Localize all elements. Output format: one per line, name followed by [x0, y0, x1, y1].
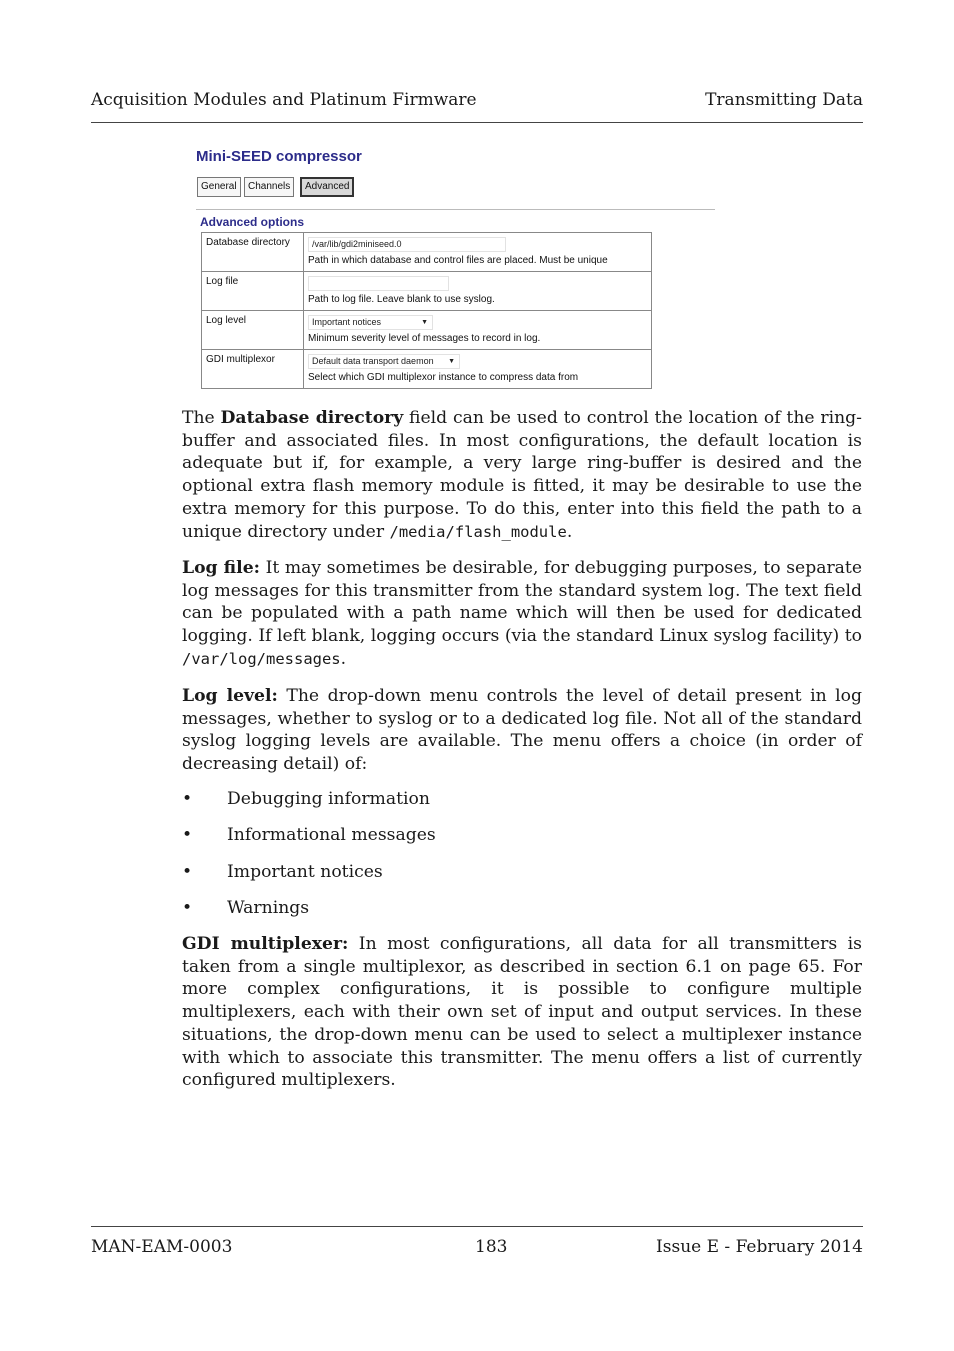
option-label: Database directory — [202, 233, 304, 271]
term-database-directory: Database directory — [220, 408, 404, 428]
section-title: Advanced options — [200, 215, 305, 229]
option-label: GDI multiplexor — [202, 350, 304, 389]
issue-date: Issue E - February 2014 — [656, 1237, 863, 1257]
term-gdi-multiplexer: GDI multiplexer: — [182, 934, 349, 954]
paragraph-database-directory — [182, 407, 862, 543]
list-item — [182, 861, 862, 897]
tab-channels[interactable]: Channels — [244, 177, 294, 197]
paragraph-gdi-multiplexer — [182, 933, 862, 1092]
text: field can be used to control the location of the ring-buffer and associated files. In most configurations, the default location is adequate but if, for example, a very large ring-buffer is desired and the optional extra flash memory module is fitted, it may be desirable to use the extra memory for this purpose. To do this, enter into this field the path to a unique directory under — [182, 408, 862, 542]
code-path: /var/log/messages — [182, 649, 341, 668]
term-log-level: Log level: — [182, 686, 278, 706]
dropdown-arrow-icon: ▼ — [421, 319, 428, 326]
log-level-select[interactable] — [308, 315, 433, 330]
option-hint: Select which GDI multiplexor instance to compress data from — [308, 372, 579, 383]
bullet-icon: • — [182, 789, 193, 809]
header-section: Transmitting Data — [705, 90, 863, 110]
option-hint: Minimum severity level of messages to record in log. — [308, 333, 541, 344]
log-level-list — [182, 788, 862, 933]
log-file-input[interactable] — [308, 276, 449, 291]
bullet-icon: • — [182, 897, 193, 918]
header-title: Acquisition Modules and Platinum Firmware — [91, 90, 477, 110]
text: . — [340, 648, 347, 669]
text: It may sometimes be desirable, for debugging purposes, to separate log messages for this transmitter from the standard system log. The text field can be populated with a path name which will then be used for dedicated logging. If left blank, logging occurs (via the standard Linux syslog facility) to — [182, 558, 863, 647]
list-item-text: Important notices — [227, 861, 383, 882]
log-level-value: Important notices — [312, 317, 382, 327]
option-row-log-file — [202, 271, 651, 310]
database-directory-input[interactable]: /var/lib/gdi2miniseed.0 — [308, 237, 506, 252]
list-item — [182, 788, 862, 824]
tab-advanced[interactable]: Advanced — [300, 177, 354, 197]
bullet-icon: • — [182, 825, 193, 846]
option-row-database-directory — [202, 233, 651, 271]
header-rule — [91, 122, 863, 123]
screenshot-figure — [192, 138, 727, 393]
list-item-text: Informational messages — [227, 825, 436, 846]
page-header — [91, 90, 863, 112]
list-item — [182, 824, 862, 860]
dropdown-arrow-icon: ▼ — [448, 358, 455, 365]
option-label: Log file — [202, 272, 304, 310]
page-number: 183 — [475, 1237, 508, 1257]
options-table — [201, 232, 652, 389]
text: The — [182, 408, 221, 428]
figure-title: Mini-SEED compressor — [196, 148, 362, 165]
document-id: MAN-EAM-0003 — [91, 1237, 233, 1257]
text: The drop-down menu controls the level of detail present in log messages, whether to syslog or to a dedicated log file. Not all of the standard syslog logging levels are available. The menu offers a choice (in order of decreasing detail) of: — [182, 686, 863, 775]
option-hint: Path to log file. Leave blank to use syslog. — [308, 294, 495, 305]
paragraph-log-file — [182, 557, 862, 671]
code-path: /media/flash_module — [389, 522, 567, 541]
option-hint: Path in which database and control files are placed. Must be unique — [308, 255, 608, 266]
figure-divider — [196, 209, 715, 210]
bullet-icon: • — [182, 861, 193, 882]
option-label: Log level — [202, 311, 304, 349]
option-row-gdi-multiplexor — [202, 349, 651, 389]
list-item — [182, 897, 862, 933]
list-item-text: Warnings — [227, 897, 310, 918]
gdi-multiplexor-value: Default data transport daemon — [312, 356, 434, 366]
tab-general[interactable]: General — [197, 177, 241, 197]
option-row-log-level — [202, 310, 651, 349]
term-log-file: Log file: — [182, 558, 260, 578]
text: . — [566, 521, 573, 542]
list-item-text: Debugging information — [227, 789, 430, 809]
paragraph-log-level — [182, 685, 862, 776]
footer-rule — [91, 1226, 863, 1227]
gdi-multiplexor-select[interactable] — [308, 354, 460, 369]
text: In most configurations, all data for all transmitters is taken from a single multiplexor, as described in section 6.1 on page 65. For more complex configurations, it is possible to configure multiple multiplexers, each with their own set of input and output services. In these situations, the drop-down menu can be used to select a multiplexer instance with which to associate this transmitter. The menu offers a list of currently configured multiplexers. — [182, 934, 862, 1091]
